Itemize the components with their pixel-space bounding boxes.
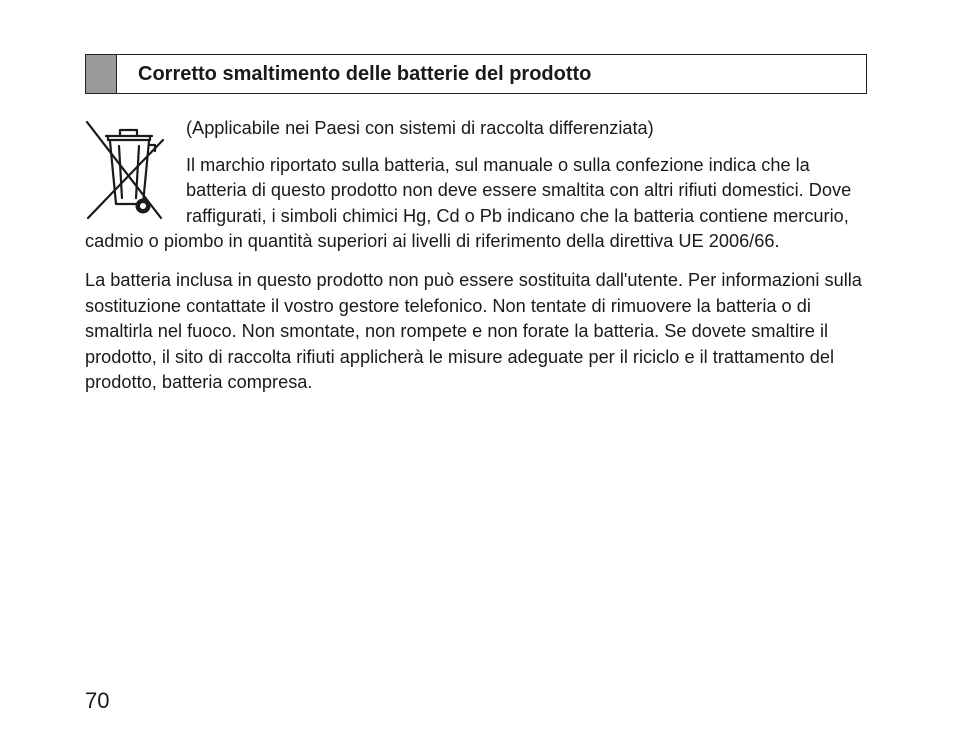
crossed-out-wheelie-bin-icon [85, 118, 181, 224]
body-text [85, 116, 875, 396]
disposal-paragraph: Il marchio riportato sulla batteria, sul manuale o sulla confezione indica che la batteria di questo prodotto non deve essere smaltita con altri rifiuti domestici. Dove raffigurati, i simboli chimici Hg, Cd o Pb indicano che la batteria contiene mercurio, cadmio o piombo in quantità superiori ai livelli di riferimento della direttiva UE 2006/66. [85, 154, 852, 252]
section-header [85, 54, 867, 94]
header-tab-marker [86, 55, 117, 93]
page-number: 70 [85, 688, 110, 713]
section-title: Corretto smaltimento delle batterie del prodotto [138, 62, 592, 85]
battery-replacement-paragraph: La batteria inclusa in questo prodotto non può essere sostituita dall'utente. Per informazioni sulla sostituzione contattate il vostro gestore telefonico. Non tentate di rimuovere la batteria o di smaltirla nel fuoco. Non smontate, non rompete e non forate la batteria. Se dovete smaltire il prodotto, il sito di raccolta rifiuti applicherà le misure adeguate per il riciclo e il trattamento del prodotto, batteria compresa. [85, 269, 862, 393]
applicability-note: (Applicabile nei Paesi con sistemi di raccolta differenziata) [186, 118, 654, 138]
